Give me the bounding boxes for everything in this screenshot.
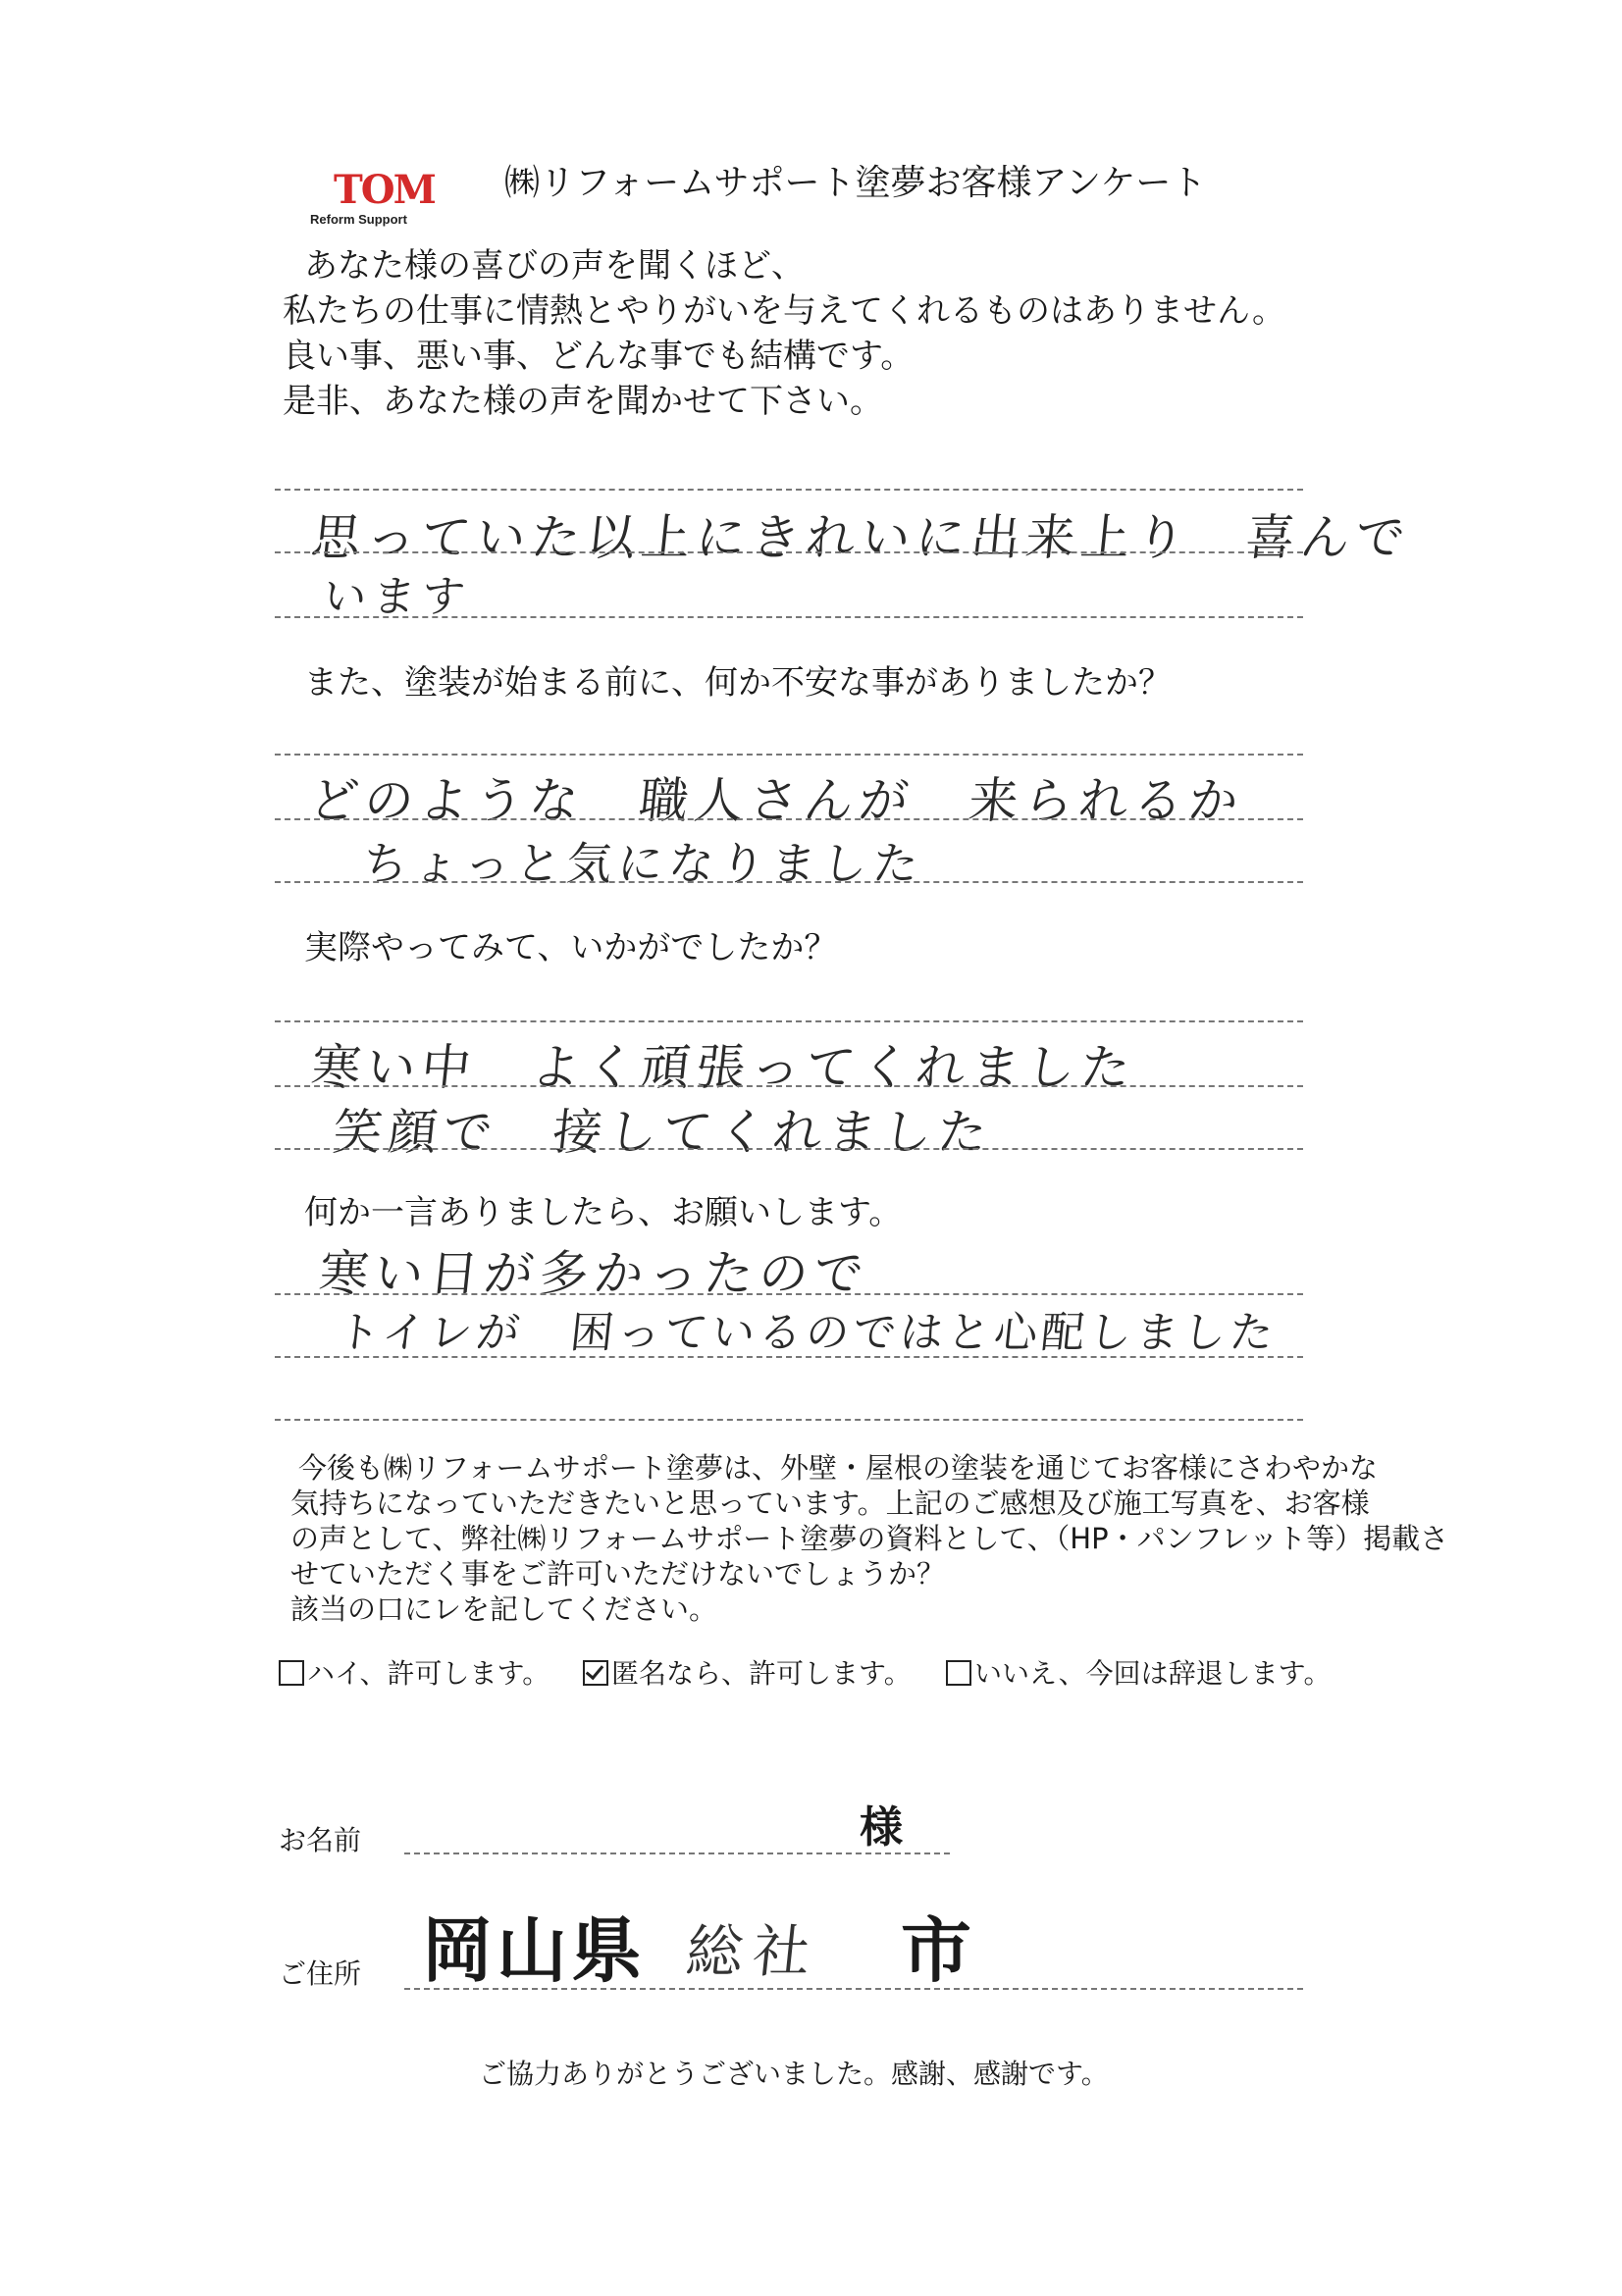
thanks-message: ご協力ありがとうございました。感謝、感謝です。 [479, 2058, 1109, 2090]
option-label: ハイ、許可します。 [307, 1657, 550, 1690]
option-anonymous[interactable] [583, 1652, 912, 1692]
answer-rule [275, 1293, 1303, 1295]
handwritten-answer-line: 思っていた以上にきれいに出来上り 喜んで [308, 509, 1414, 566]
intro-line: あなた様の喜びの声を聞くほど、 [304, 246, 805, 286]
address-prefecture: 岡山県 [422, 1909, 647, 1992]
address-label: ご住所 [279, 1957, 362, 1990]
question-1: また、塗装が始まる前に、何か不安な事がありましたか？ [304, 663, 1172, 703]
logo-mark: TOM [334, 167, 435, 213]
question-3: 何か一言ありましたら、お願いします。 [304, 1193, 903, 1232]
answer-rule [275, 616, 1303, 618]
option-decline[interactable] [946, 1652, 1331, 1692]
handwritten-answer-line: 笑顔で 接してくれました [330, 1104, 996, 1161]
company-logo [310, 165, 447, 232]
address-city-handwritten: 総社 [682, 1918, 824, 1985]
handwritten-answer-line: 寒い日が多かったので [316, 1245, 872, 1302]
page-title: ㈱リフォームサポート塗夢お客様アンケート [504, 163, 1207, 203]
checkbox-checked[interactable] [583, 1660, 608, 1686]
handwritten-answer-line: ちょっと気になりました [359, 837, 927, 890]
logo-subtext: Reform Support [310, 212, 407, 227]
option-label: いいえ、今回は辞退します。 [974, 1657, 1332, 1690]
answer-rule [275, 1020, 1303, 1022]
intro-line: 私たちの仕事に情熱とやりがいを与えてくれるものはありません。 [283, 291, 1286, 331]
note-line: せていただく事をご許可いただけないでしょうか？ [290, 1557, 946, 1591]
handwritten-answer-line: 寒い中 よく頑張ってくれました [308, 1039, 1139, 1096]
handwritten-answer-line: トイレが 困っているのではと心配しました [334, 1308, 1281, 1358]
note-line: 該当の口にレを記してください。 [290, 1592, 718, 1626]
name-suffix: 様 [860, 1802, 903, 1852]
handwritten-answer-line: います [320, 572, 474, 622]
answer-rule [275, 1085, 1303, 1087]
answer-rule [275, 1419, 1303, 1421]
handwritten-answer-line: どのような 職人さんが 来られるか [306, 772, 1247, 829]
answer-rule [275, 489, 1303, 491]
answer-rule [275, 1148, 1303, 1150]
note-line: 気持ちになっていただきたいと思っています。上記のご感想及び施工写真を、お客様 [290, 1487, 1370, 1520]
name-rule [404, 1852, 950, 1854]
checkbox[interactable] [946, 1660, 971, 1686]
checkbox[interactable] [279, 1660, 304, 1686]
answer-rule [275, 754, 1303, 756]
option-label: 匿名なら、許可します。 [611, 1657, 912, 1690]
intro-text [283, 243, 1285, 424]
question-2: 実際やってみて、いかがでしたか？ [304, 928, 838, 967]
answer-rule [275, 1356, 1303, 1358]
answer-rule [275, 818, 1303, 820]
answer-rule [275, 881, 1303, 883]
note-line: 今後も㈱リフォームサポート塗夢は、外壁・屋根の塗装を通じてお客様にさわやかな [298, 1451, 1378, 1485]
answer-rule [275, 551, 1303, 553]
intro-line: 是非、あなた様の声を聞かせて下さい。 [283, 382, 883, 421]
note-line: の声として、弊社㈱リフォームサポート塗夢の資料として、（HP・パンフレット等）掲載さ [290, 1522, 1449, 1555]
address-rule [404, 1988, 1303, 1990]
address-city-suffix: 市 [901, 1909, 972, 1992]
permission-note [290, 1450, 1449, 1627]
option-allow[interactable] [279, 1652, 549, 1692]
intro-line: 良い事、悪い事、どんな事でも結構です。 [283, 337, 915, 376]
name-label: お名前 [279, 1824, 362, 1856]
